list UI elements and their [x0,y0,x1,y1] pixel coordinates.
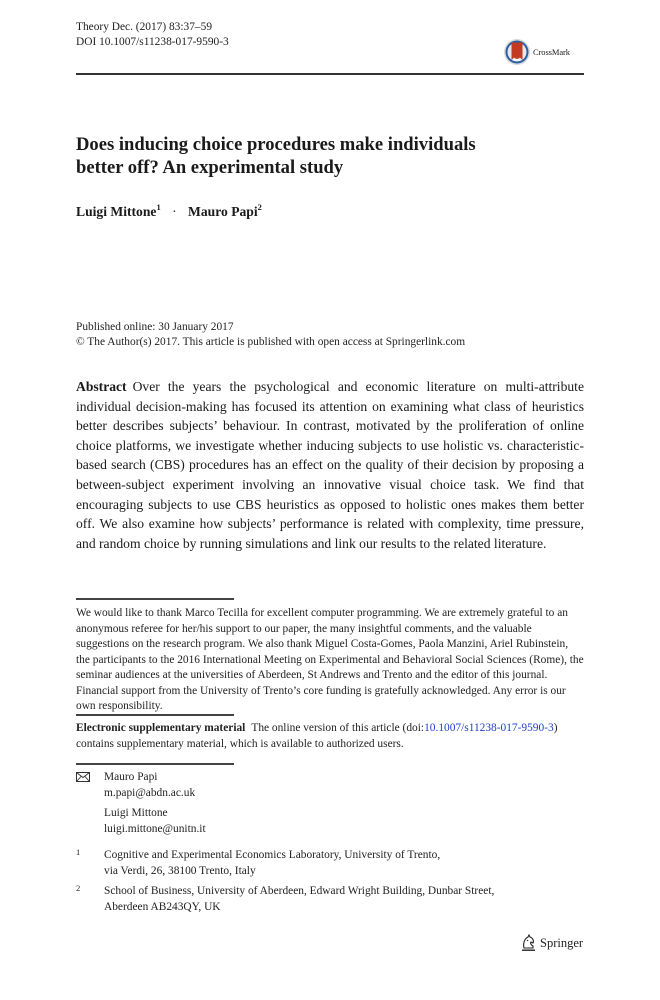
correspondent-email[interactable]: luigi.mittone@unitn.it [104,822,206,835]
supplementary-material-note [76,721,586,752]
header-divider [76,73,584,75]
publisher-logo [520,934,583,952]
author-affiliation-marker: 1 [156,202,161,212]
springer-horse-icon [520,934,537,952]
correspondent-name: Mauro Papi [104,771,158,783]
abstract [76,377,584,553]
correspondence [76,770,206,837]
affiliation [76,884,584,915]
journal-citation: Theory Dec. (2017) 83:37–59 [76,21,213,33]
acknowledgement: We would like to thank Marco Tecilla for excellent computer programming. We are extremely grateful to an anonymous referee for her/his support to our paper, the many insightful comments, and the valuable suggestions on the research program. We also thank Miguel Costa-Gomes, Paola Manzini, Ariel Rubinstein, the participants to the 2016 International Meeting on Experimental and Behavioral Social Sciences (Rome), the seminar audiences at the universities of Aberdeen, St Andrews and Trento and the editor of this journal. Financial support from the University of Trento’s core funding is gratefully acknowledged. Any error is our own responsibility. [76,607,584,712]
footnote-divider [76,598,234,600]
author-list [76,202,262,220]
affiliation-line: School of Business, University of Aberdeen, Edward Wright Building, Dunbar Street, [104,885,495,897]
journal-reference [76,20,229,50]
crossmark-label: CrossMark [533,47,570,57]
article-title [76,133,556,179]
abstract-text: Over the years the psychological and economic literature on multi-attribute individual decision-making has focused its attention on examining what class of heuristics better describes subjects’ behaviour. In contrast, motivated by the proliferation of online choice platforms, we investigate whether inducing subjects to use holistic vs. characteristic-based search (CBS) procedures has an effect on the quality of their decision by proposing a between-subject experiment involving an innovative visual choice task. We find that encouraging subjects to use CBS heuristics as opposed to holistic ones makes them better off. We also examine how subjects’ performance is related with complexity, time pressure, and random choice by running simulations and link our results to the related literature. [76,379,584,551]
affiliation-number: 1 [76,847,81,857]
esm-text-before: The online version of this article (doi: [251,722,425,734]
envelope-icon [76,772,90,782]
author-separator: · [172,204,177,219]
author-name[interactable]: Luigi Mittone [76,204,157,219]
affiliation-line: Aberdeen AB243QY, UK [104,900,221,913]
article-doi: DOI 10.1007/s11238-017-9590-3 [76,36,229,48]
published-date: Published online: 30 January 2017 [76,321,234,333]
crossmark-badge[interactable] [503,38,570,66]
esm-label: Electronic supplementary material [76,722,246,734]
esm-divider [76,714,234,716]
crossmark-icon [503,38,531,66]
copyright-notice: © The Author(s) 2017. This article is published with open access at Springerlink.com [76,336,466,348]
affiliation [76,848,584,879]
correspondence-divider [76,763,234,765]
esm-text-after: ) contains supplementary material, which is available to authorized users. [76,722,558,750]
author-affiliation-marker: 2 [257,202,262,212]
abstract-label: Abstract [76,379,127,394]
title-line-2: better off? An experimental study [76,157,344,178]
affiliation-line: Cognitive and Experimental Economics Laboratory, University of Trento, [104,849,441,861]
correspondent-email[interactable]: m.papi@abdn.ac.uk [104,786,196,799]
affiliation-line: via Verdi, 26, 38100 Trento, Italy [104,864,256,877]
correspondent-name: Luigi Mittone [104,807,168,819]
doi-link[interactable]: 10.1007/s11238-017-9590-3 [424,722,554,734]
author-name[interactable]: Mauro Papi [188,204,258,219]
title-line-1: Does inducing choice procedures make individuals [76,134,476,155]
affiliation-number: 2 [76,883,81,893]
correspondence-entry [104,770,206,801]
publication-info [76,320,465,350]
correspondence-entry [104,806,206,837]
publisher-name: Springer [540,935,584,950]
